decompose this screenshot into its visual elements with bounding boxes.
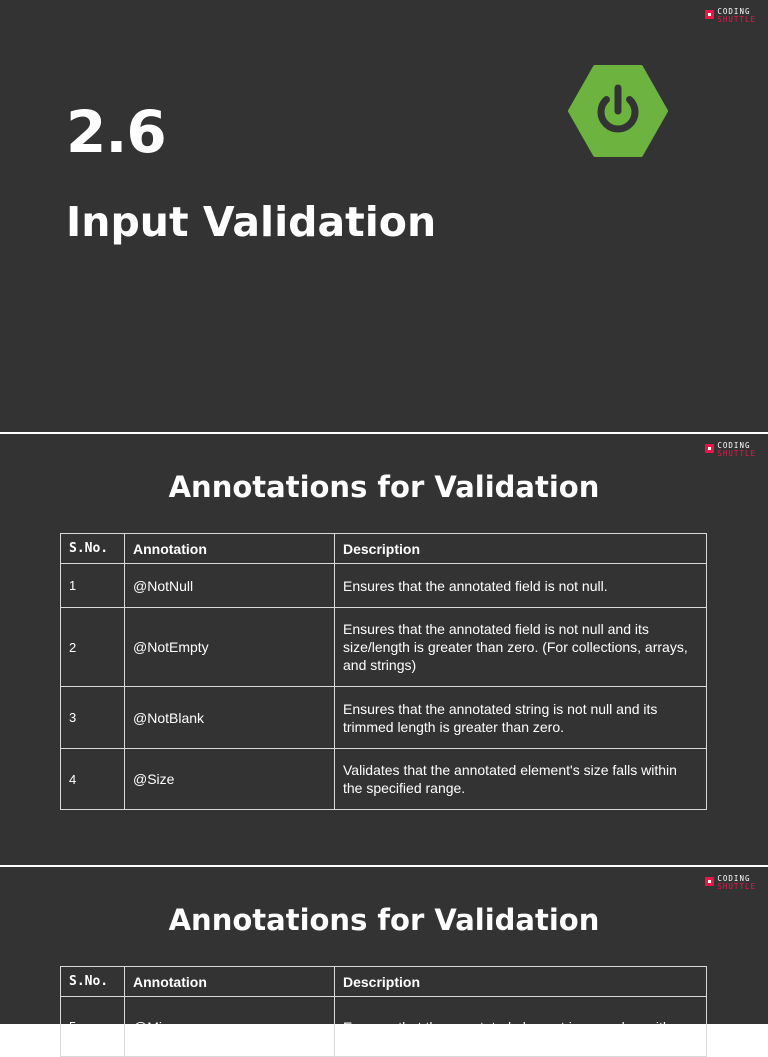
row-description: Ensures that the annotated string is not null and its trimmed length is greater than zero. (335, 687, 707, 749)
annotations-slide-continued (0, 867, 768, 1035)
row-annotation: @NotBlank (125, 687, 335, 749)
coding-shuttle-logo (705, 8, 756, 24)
slide-heading: Annotations for Validation (168, 903, 600, 937)
coding-shuttle-logo (705, 875, 756, 891)
section-number: 2.6 (66, 98, 166, 166)
row-number: 5 (61, 997, 125, 1057)
row-number: 1 (61, 564, 125, 608)
brand-line2: SHUTTLE (717, 15, 756, 24)
col-header-sno: S.No. (61, 534, 125, 564)
slide-heading: Annotations for Validation (168, 470, 600, 504)
row-number: 2 (61, 608, 125, 687)
row-description: Ensures that the annotated element is a number with (335, 997, 707, 1057)
coding-shuttle-logo (705, 442, 756, 458)
brand-line2: SHUTTLE (717, 882, 756, 891)
row-description: Validates that the annotated element's size falls within the specified range. (335, 749, 707, 810)
row-annotation: @NotEmpty (125, 608, 335, 687)
section-title: Input Validation (66, 198, 437, 246)
col-header-annotation: Annotation (125, 534, 335, 564)
brand-line2: SHUTTLE (717, 449, 756, 458)
table-row (61, 564, 707, 608)
table-header-row (61, 967, 707, 997)
col-header-sno: S.No. (61, 967, 125, 997)
row-annotation: @NotNull (125, 564, 335, 608)
annotations-slide (0, 434, 768, 865)
table-header-row (61, 534, 707, 564)
row-description: Ensures that the annotated field is not null and its size/length is greater than zero. (For collections, arrays, and strings) (335, 608, 707, 687)
brand-mark-icon (705, 444, 714, 453)
cover-slide (0, 0, 768, 432)
annotations-table (60, 533, 707, 810)
table-row (61, 608, 707, 687)
row-number: 4 (61, 749, 125, 810)
row-description: Ensures that the annotated field is not null. (335, 564, 707, 608)
brand-line1: CODING (717, 7, 751, 16)
annotations-table (60, 966, 707, 1057)
brand-line1: CODING (717, 441, 751, 450)
table-row (61, 749, 707, 810)
col-header-description: Description (335, 534, 707, 564)
row-annotation: @Min (125, 997, 335, 1057)
brand-line1: CODING (717, 874, 751, 883)
spring-power-icon (569, 66, 667, 156)
table-row (61, 687, 707, 749)
row-number: 3 (61, 687, 125, 749)
table-row (61, 997, 707, 1057)
col-header-description: Description (335, 967, 707, 997)
row-annotation: @Size (125, 749, 335, 810)
brand-mark-icon (705, 877, 714, 886)
col-header-annotation: Annotation (125, 967, 335, 997)
brand-mark-icon (705, 10, 714, 19)
